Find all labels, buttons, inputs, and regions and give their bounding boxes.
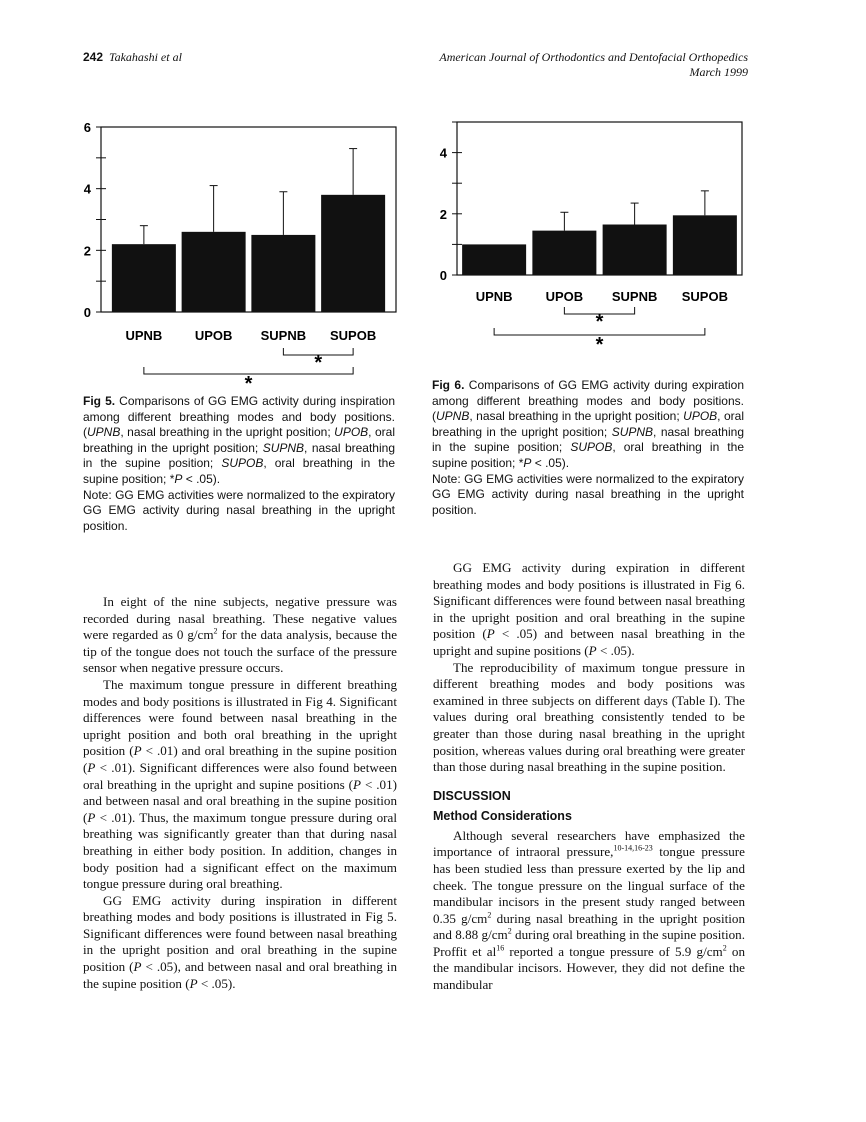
y-tick-label: 2 [83,243,91,259]
paragraph: Although several researchers have emphasized the importance of intraoral pressure,$^{10-14,16-23}$ tongue pressure has been studied less than pressure exerted by the lip and cheek. The tongue pressure on the lingual surface of the mandibular incisors in the present study ranged between 0.35 $g/cm^2$ during nasal breathing in the upright position and 8.88 $g/cm^2$ during oral breathing in the supine position. Proffit et $al^{16}$ reported a tongue pressure of 5.9 $g/cm^2$ on the mandibular incisors. However, they did not define the mandibular [433,827,745,993]
author-running-head: Takahashi et al [109,50,182,64]
running-header-right [439,50,748,80]
body-column-right [433,560,745,994]
bar-upob [182,232,246,312]
bar-upnb [112,244,176,312]
y-tick-label: 0 [439,268,447,283]
significance-star: * [595,311,604,333]
journal-title: American Journal of Orthodontics and Dentofacial Orthopedics [439,50,748,64]
fig5-note: Note: GG EMG activities were normalized to the expiratory GG EMG activity during nasal breathing in the upright position. [83,487,395,533]
fig6-caption: Fig 6. Comparisons of GG EMG activity during expiration among different breathing modes and body positions. (UPNB, nasal breathing in the upright position; UPOB, oral breathing in the upright position; SUPNB, nasal breathing in the supine position; SUPOB, oral breathing in the supine position; *P < .05). Note: GG EMG activities were normalized to the expiratory GG EMG activity during nasal breathing in the upright position. [432,378,744,517]
page-number: 242 [83,50,104,64]
x-tick-label: UPOB [545,289,584,304]
fig6-label: Fig 6. [432,378,465,392]
fig5-caption: Fig 5. Comparisons of GG EMG activity during inspiration among different breathing modes and body positions. (UPNB, nasal breathing in the upright position; UPOB, oral breathing in the upright position; SUPNB, nasal breathing in the supine position; SUPOB, oral breathing in the supine position; *P < .05). Note: GG EMG activities were normalized to the expiratory GG EMG activity during nasal breathing in the upright position. [83,394,395,533]
y-tick-label: 0 [83,305,91,320]
issue-date: March 1999 [689,65,748,79]
paragraph: GG EMG activity during inspiration in different breathing modes and body positions is illustrated in Fig 5. Significant differences were found between nasal breathing in the upright position and oral breathing in the supine position (P < .05), and between nasal and oral breathing in the supine position (P < .05). [83,892,397,991]
x-tick-label: SUPNB [260,328,307,343]
running-header-left [83,50,182,65]
x-tick-label: SUPNB [611,289,658,304]
significance-star: * [314,352,323,374]
fig5-label: Fig 5. [83,394,116,408]
subsection-heading-method: Method Considerations [433,808,572,823]
x-tick-label: UPOB [194,328,233,343]
y-tick-label: 4 [439,145,447,161]
section-heading-discussion: DISCUSSION [433,788,511,803]
y-tick-label: 4 [83,181,91,197]
fig6-chart [430,118,750,358]
significance-star: * [244,373,253,395]
fig5-chart [78,118,398,395]
bar-supob [321,195,385,312]
x-tick-label: UPNB [125,328,163,343]
x-tick-label: SUPOB [681,289,728,304]
paragraph: The maximum tongue pressure in different breathing modes and body positions is illustrated in Fig 4. Significant differences were found between nasal breathing in the upright position and both oral breathing in the upright position (P < .01) and oral breathing in the supine position (P < .01). Significant differences were also found between oral breathing in the upright and supine positions (P < .01) and between nasal and oral breathing in the supine position (P < .01). Thus, the maximum tongue pressure during oral breathing was significantly greater than that during nasal breathing in either body position. In addition, changes in body position had a significant effect on the maximum tongue pressure during oral breathing. [83,676,397,892]
paragraph: GG EMG activity during expiration in different breathing modes and body positions is illustrated in Fig 6. Significant differences were found between nasal breathing in the upright position and oral breathing in the supine position (P < .05) and between nasal breathing in the upright and supine positions (P < .05). [433,560,745,658]
body-column-left [83,594,397,992]
bar-supnb [251,235,315,312]
bar-supob [673,215,737,275]
y-tick-label: 2 [439,206,447,222]
paragraph: The reproducibility of maximum tongue pressure in different breathing modes and body positions was examined in three subjects on different days (Table I). The values during oral breathing consistently tended to be greater than those during nasal breathing in the upright position, whereas values during oral breathing were greater than those during nasal breathing in the supine position. [433,659,745,775]
x-tick-label: SUPOB [330,328,377,343]
bar-upob [532,231,596,275]
bar-upnb [462,244,526,275]
y-tick-label: 6 [83,120,91,135]
bar-supnb [603,225,667,275]
fig6-note: Note: GG EMG activities were normalized to the expiratory GG EMG activity during nasal breathing in the upright position. [432,471,744,517]
paragraph: In eight of the nine subjects, negative pressure was recorded during nasal breathing. These negative values were regarded as 0 $g/cm^2$ for the data analysis, because the tip of the tongue does not touch the surface of the pressure sensor when negative pressure occurs. [83,594,398,676]
x-tick-label: UPNB [475,289,513,304]
significance-star: * [595,334,604,356]
